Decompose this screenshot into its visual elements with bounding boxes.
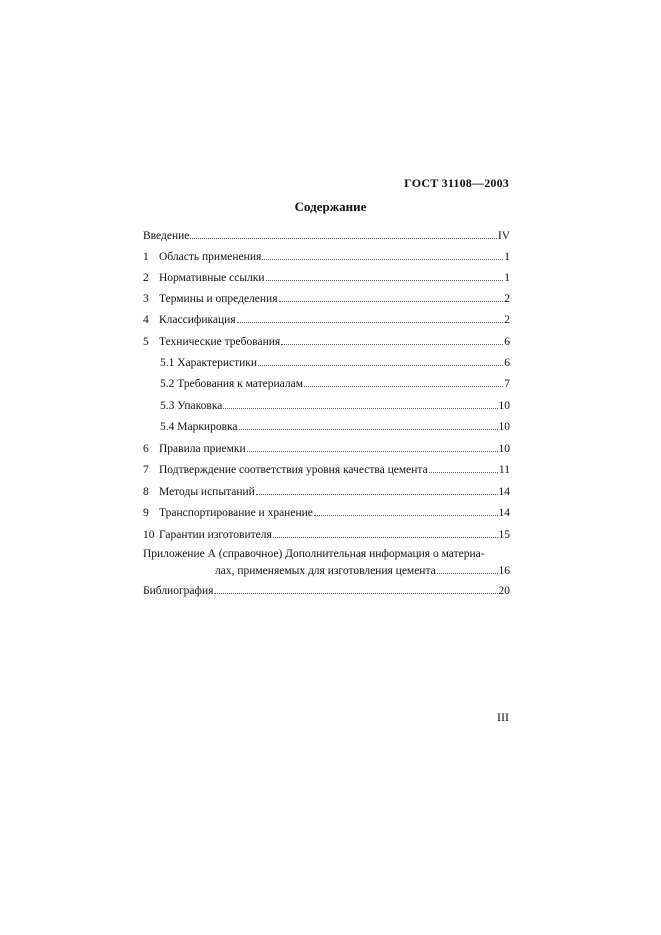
dot-leader xyxy=(437,562,498,574)
toc-entry-6[interactable] xyxy=(143,440,510,456)
toc-entry-title: Транспортирование и хранение xyxy=(159,507,313,519)
toc-entry-5-1[interactable] xyxy=(160,354,510,370)
toc-entry-number: 10 xyxy=(143,529,155,541)
toc-entry-8[interactable] xyxy=(143,483,510,499)
toc-entry-title: Термины и определения xyxy=(159,293,278,305)
toc-entry-number: 7 xyxy=(143,464,149,476)
toc-entry-page: 7 xyxy=(504,378,510,390)
toc-entry-title: Классификация xyxy=(159,314,236,326)
dot-leader xyxy=(281,333,503,345)
toc-entry-page: 10 xyxy=(498,443,510,455)
toc-entry-page: 15 xyxy=(498,529,510,541)
toc-entry-title: Правила приемки xyxy=(159,443,246,455)
toc-entry-1[interactable] xyxy=(143,248,510,264)
toc-title: Содержание xyxy=(294,199,367,214)
toc-entry-5-4[interactable] xyxy=(160,418,510,434)
toc-entry-number: 4 xyxy=(143,314,149,326)
toc-entry-page: 2 xyxy=(504,293,510,305)
toc-entry-page: IV xyxy=(497,230,510,242)
toc-entry-page: 2 xyxy=(504,314,510,326)
toc-entry-number: 1 xyxy=(143,251,149,263)
toc-entry-page: 14 xyxy=(498,486,510,498)
toc-entry-page: 16 xyxy=(498,565,510,577)
dot-leader xyxy=(223,397,497,409)
toc-entry-introduction[interactable] xyxy=(143,227,510,243)
dot-leader xyxy=(429,461,498,473)
toc-entry-5-2[interactable] xyxy=(160,375,510,391)
toc-entry-title: Методы испытаний xyxy=(159,486,255,498)
toc-entry-7[interactable] xyxy=(143,461,510,477)
dot-leader xyxy=(256,483,498,495)
dot-leader xyxy=(258,354,503,366)
toc-entry-number: 3 xyxy=(143,293,149,305)
toc-entry-page: 6 xyxy=(504,336,510,348)
toc-entry-page: 11 xyxy=(498,464,510,476)
appendix-line2 xyxy=(215,562,510,579)
appendix-title-line1: Приложение А (справочное) Дополнительная информация о материа- xyxy=(143,548,485,560)
toc-entry-page: 1 xyxy=(504,272,510,284)
dot-leader xyxy=(266,269,504,281)
toc-entry-title: 5.3 Упаковка xyxy=(160,400,223,412)
toc-entry-number: 6 xyxy=(143,443,149,455)
dot-leader xyxy=(273,526,498,538)
toc-entry-page: 10 xyxy=(498,400,510,412)
toc-entry-title: Область применения xyxy=(159,251,262,263)
dot-leader xyxy=(239,418,498,430)
toc-entry-4[interactable] xyxy=(143,311,510,327)
toc-entry-10[interactable] xyxy=(143,526,510,542)
toc-entry-appendix-a[interactable] xyxy=(143,547,510,579)
toc-entry-9[interactable] xyxy=(143,504,510,520)
dot-leader xyxy=(237,311,504,323)
toc-entry-title: Подтверждение соответствия уровня качества цемента xyxy=(159,464,428,476)
dot-leader xyxy=(262,248,503,260)
toc-entry-title: Технические требования xyxy=(159,336,281,348)
toc-entry-title: 5.4 Маркировка xyxy=(160,421,238,433)
toc-entry-page: 6 xyxy=(504,357,510,369)
toc-entry-number: 9 xyxy=(143,507,149,519)
dot-leader xyxy=(304,375,503,387)
toc-entry-title: Библиография xyxy=(143,585,214,597)
toc-entry-page: 20 xyxy=(498,585,510,597)
toc-entry-title: 5.1 Характеристики xyxy=(160,357,258,369)
dot-leader xyxy=(190,227,497,239)
dot-leader xyxy=(279,290,504,302)
toc-entry-title: Нормативные ссылки xyxy=(159,272,265,284)
dot-leader xyxy=(214,582,497,594)
toc-entry-2[interactable] xyxy=(143,269,510,285)
toc-entry-number: 5 xyxy=(143,336,149,348)
toc-entry-number: 8 xyxy=(143,486,149,498)
appendix-title-line2: лах, применяемых для изготовления цемента xyxy=(215,565,436,577)
toc-entry-number: 2 xyxy=(143,272,149,284)
page-number: III xyxy=(497,710,509,724)
toc-entry-title: Введение xyxy=(143,230,190,242)
toc-entry-title: Гарантии изготовителя xyxy=(159,529,272,541)
toc-entry-3[interactable] xyxy=(143,290,510,306)
dot-leader xyxy=(314,504,498,516)
standard-code: ГОСТ 31108—2003 xyxy=(404,176,509,190)
toc-entry-page: 14 xyxy=(498,507,510,519)
toc-entry-bibliography[interactable] xyxy=(143,582,510,598)
toc-entry-5-3[interactable] xyxy=(160,397,510,413)
toc-entry-page: 10 xyxy=(498,421,510,433)
toc-entry-title: 5.2 Требования к материалам xyxy=(160,378,303,390)
toc-entry-5[interactable] xyxy=(143,333,510,349)
dot-leader xyxy=(247,440,498,452)
toc-entry-page: 1 xyxy=(504,251,510,263)
